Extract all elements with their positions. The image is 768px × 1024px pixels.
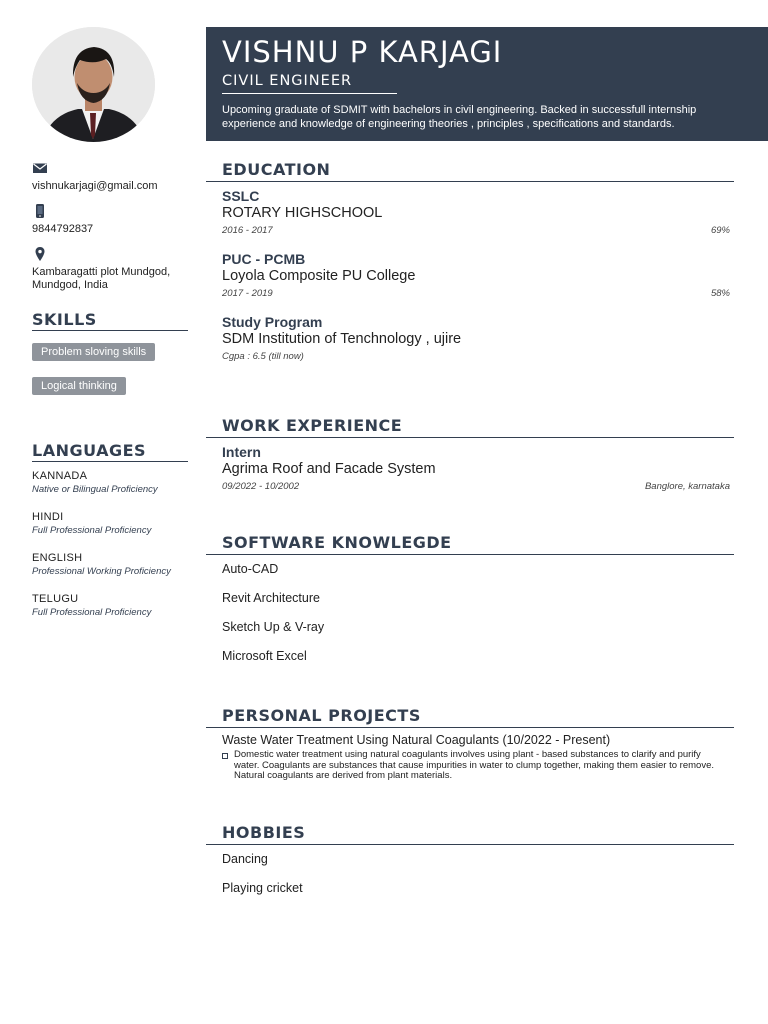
location-pin-icon xyxy=(32,246,48,262)
skill-tag-label: Problem sloving skills xyxy=(32,343,155,361)
work-experience-heading: WORK EXPERIENCE xyxy=(206,416,734,438)
education-entry xyxy=(206,251,734,299)
software-item: Revit Architecture xyxy=(222,591,320,605)
education-institution: SDM Institution of Tenchnology , ujire xyxy=(222,331,462,347)
education-meta xyxy=(222,225,730,236)
sidebar xyxy=(32,160,188,618)
education-dates: 2017 - 2019 xyxy=(222,288,273,299)
work-experience-section xyxy=(206,416,734,492)
envelope-icon xyxy=(32,160,48,176)
hobbies-heading: HOBBIES xyxy=(206,823,734,845)
language-item xyxy=(32,511,188,536)
education-institution: Loyola Composite PU College xyxy=(222,268,416,284)
skill-tag xyxy=(32,342,188,361)
hobbies-section xyxy=(206,823,734,895)
language-name: TELUGU xyxy=(32,593,79,605)
language-name: ENGLISH xyxy=(32,552,83,564)
person-portrait-icon xyxy=(32,27,155,142)
header-band xyxy=(206,27,768,141)
work-entry xyxy=(206,444,734,492)
education-title: PUC - PCMB xyxy=(222,251,306,267)
work-title: Intern xyxy=(222,444,261,460)
education-cgpa: Cgpa : 6.5 (till now) xyxy=(222,351,304,362)
contact-email xyxy=(32,160,188,193)
language-name: KANNADA xyxy=(32,470,88,482)
address-text: Kambaragatti plot Mundgod, Mundgod, India xyxy=(32,266,171,291)
language-name: HINDI xyxy=(32,511,64,523)
contact-phone xyxy=(32,203,188,236)
projects-heading: PERSONAL PROJECTS xyxy=(206,706,734,728)
phone-icon xyxy=(32,203,48,219)
education-meta xyxy=(222,351,730,362)
education-title: SSLC xyxy=(222,188,260,204)
project-title: Waste Water Treatment Using Natural Coagulants (10/2022 - Present) xyxy=(222,733,611,747)
hobby-item: Playing cricket xyxy=(222,881,303,895)
contact-address xyxy=(32,246,188,292)
software-section xyxy=(206,533,734,663)
language-level: Full Professional Proficiency xyxy=(32,607,152,618)
education-title: Study Program xyxy=(222,314,323,330)
skill-tag xyxy=(32,376,188,395)
job-title: CIVIL ENGINEER xyxy=(222,73,397,94)
language-item xyxy=(32,552,188,577)
software-item: Auto-CAD xyxy=(222,562,279,576)
education-section xyxy=(206,160,734,362)
language-level: Native or Bilingual Proficiency xyxy=(32,484,158,495)
software-item: Microsoft Excel xyxy=(222,649,307,663)
project-description-text: Domestic water treatment using natural coagulants involves using plant - based substances to clarify and purify water. Coagulants are substances that cause impurities in water to clump together, making them easier to remove. Natural coagulants are derived from plant materials. xyxy=(234,749,714,781)
language-level: Professional Working Proficiency xyxy=(32,566,171,577)
projects-section xyxy=(206,706,734,782)
education-entry xyxy=(206,314,734,362)
education-meta xyxy=(222,288,730,299)
profile-summary: Upcoming graduate of SDMIT with bachelors in civil engineering. Backed in successfull internship experience and knowledge of engineering theories , principles , specifications and standards. xyxy=(222,104,697,130)
work-company: Agrima Roof and Facade System xyxy=(222,461,436,477)
skills-heading: SKILLS xyxy=(32,310,188,331)
candidate-name: VISHNU P KARJAGI xyxy=(222,35,503,69)
skill-tag-label: Logical thinking xyxy=(32,377,126,395)
education-entry xyxy=(206,188,734,236)
education-score: 58% xyxy=(710,288,730,299)
profile-photo xyxy=(32,27,155,142)
work-location: Banglore, karnataka xyxy=(644,481,730,492)
education-score: 69% xyxy=(710,225,730,236)
software-item: Sketch Up & V-ray xyxy=(222,620,325,634)
project-description xyxy=(206,750,734,782)
email-text[interactable]: vishnukarjagi@gmail.com xyxy=(32,180,158,192)
education-institution: ROTARY HIGHSCHOOL xyxy=(222,205,383,221)
phone-text[interactable]: 9844792837 xyxy=(32,223,94,235)
bullet-square-icon xyxy=(222,753,228,759)
language-level: Full Professional Proficiency xyxy=(32,525,152,536)
software-heading: SOFTWARE KNOWLEGDE xyxy=(206,533,734,555)
education-dates: 2016 - 2017 xyxy=(222,225,273,236)
work-meta xyxy=(222,481,730,492)
languages-heading: LANGUAGES xyxy=(32,441,188,462)
hobby-item: Dancing xyxy=(222,852,268,866)
work-dates: 09/2022 - 10/2002 xyxy=(222,481,300,492)
language-item xyxy=(32,593,188,618)
education-heading: EDUCATION xyxy=(206,160,734,182)
language-item xyxy=(32,470,188,495)
